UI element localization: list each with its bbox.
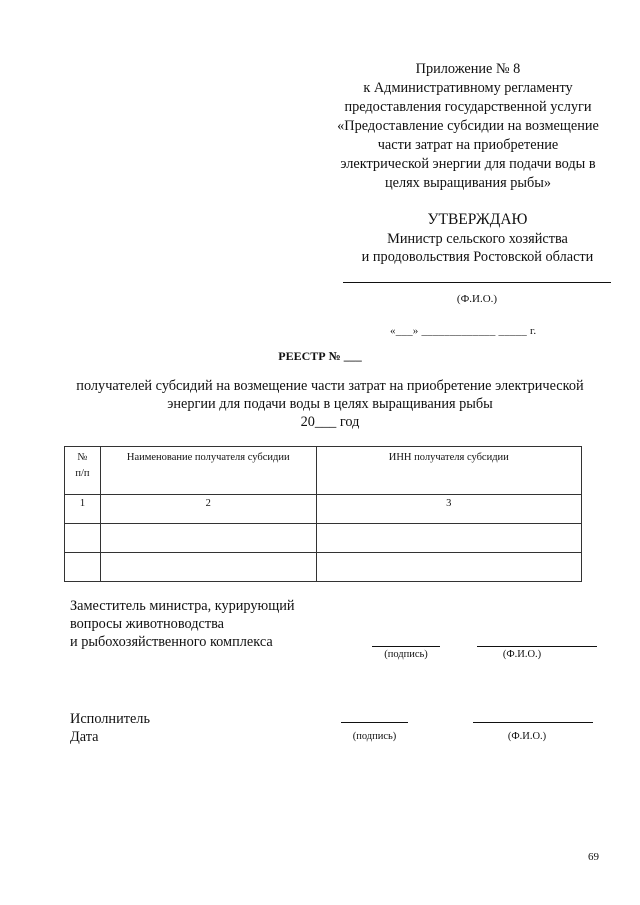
table-cell: [316, 524, 581, 553]
appendix-block: [318, 60, 618, 193]
register-subtitle-line: получателей субсидий на возмещение части затрат на приобретение электрической: [76, 378, 584, 394]
table-row: [65, 495, 582, 524]
deputy-fio-caption: (Ф.И.О.): [502, 649, 542, 660]
register-table: [64, 446, 582, 582]
header-inn: ИНН получателя субсидии: [316, 447, 581, 495]
deputy-line: вопросы животноводства: [70, 616, 224, 632]
column-number: 3: [316, 495, 581, 524]
header-recipient-name: Наименование получателя субсидии: [100, 447, 316, 495]
executor-fio-line: [473, 722, 593, 723]
executor-signature-caption: (подпись): [352, 731, 397, 742]
date-label: Дата: [70, 729, 99, 745]
appendix-line: электрической энергии для подачи воды в: [340, 156, 596, 172]
appendix-line: Приложение № 8: [415, 61, 521, 77]
approval-line: Министр сельского хозяйства: [387, 231, 568, 247]
appendix-line: целях выращивания рыбы»: [384, 175, 552, 191]
executor-label: Исполнитель: [70, 711, 150, 727]
approval-signature-line: [343, 282, 611, 283]
column-number: 1: [65, 495, 101, 524]
approval-heading: УТВЕРЖДАЮ: [427, 211, 528, 228]
deputy-line: и рыбохозяйственного комплекса: [70, 634, 273, 650]
appendix-line: предоставления государственной услуги: [344, 99, 592, 115]
appendix-line: к Административному регламенту: [363, 80, 573, 96]
executor-block: [70, 710, 150, 746]
column-number: 2: [100, 495, 316, 524]
table-header-row: [65, 447, 582, 495]
register-title: РЕЕСТР № ___: [278, 349, 362, 363]
header-no: № п/п: [65, 447, 101, 495]
table-cell: [65, 553, 101, 582]
appendix-line: «Предоставление субсидии на возмещение: [337, 118, 599, 134]
table-cell: [100, 524, 316, 553]
deputy-line: Заместитель министра, курирующий: [70, 598, 295, 614]
register-subtitle-line: 20___ год: [300, 414, 360, 430]
register-subtitle: [60, 377, 600, 431]
approval-date-line: «___» _____________ _____ г.: [390, 325, 537, 337]
deputy-signature-caption: (подпись): [384, 649, 428, 660]
deputy-fio-line: [477, 646, 597, 647]
appendix-line: части затрат на приобретение: [377, 137, 559, 153]
approval-fio-caption: (Ф.И.О.): [456, 293, 498, 305]
table-cell: [100, 553, 316, 582]
deputy-signature-block: [70, 597, 295, 651]
table-row: [65, 524, 582, 553]
approval-block: [340, 210, 615, 266]
table-cell: [316, 553, 581, 582]
approval-line: и продовольствия Ростовской области: [361, 249, 594, 265]
page-number: 69: [588, 851, 599, 863]
deputy-signature-line: [372, 646, 440, 647]
table-row: [65, 553, 582, 582]
register-subtitle-line: энергии для подачи воды в целях выращивания рыбы: [167, 396, 493, 412]
table-cell: [65, 524, 101, 553]
executor-signature-line: [341, 722, 408, 723]
executor-fio-caption: (Ф.И.О.): [507, 731, 547, 742]
